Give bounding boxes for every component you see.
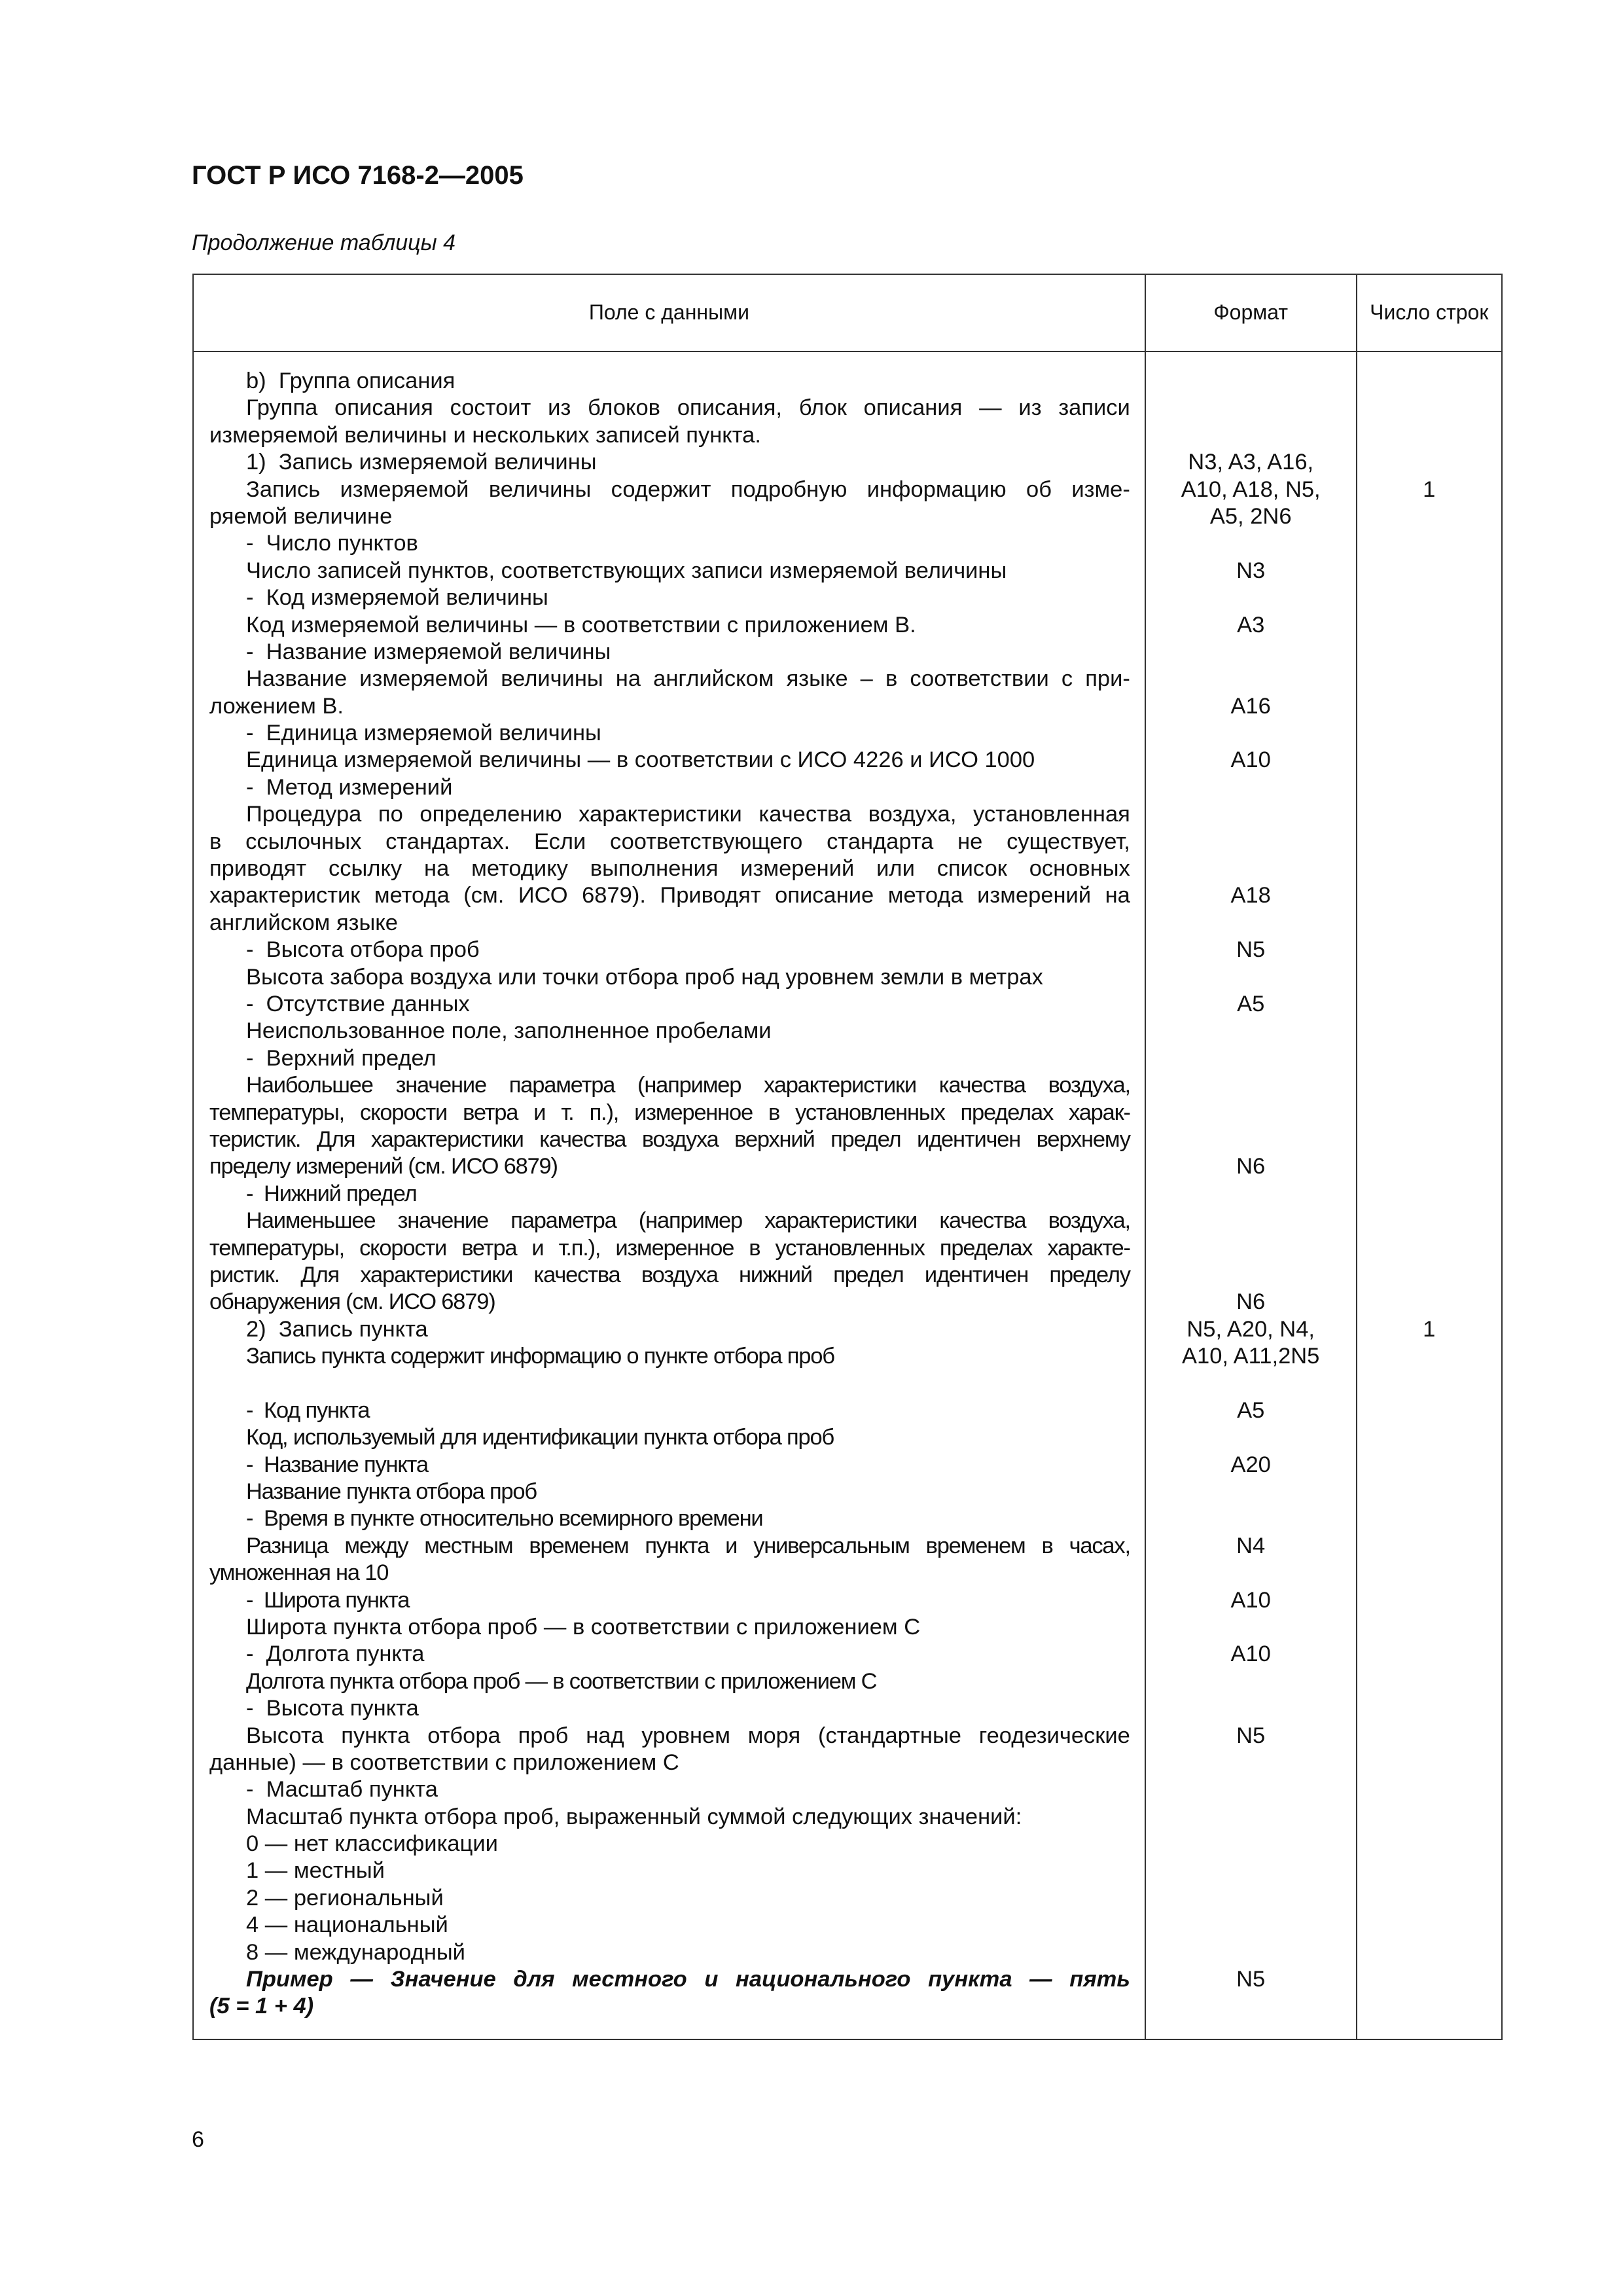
field-text-line: - Широта пункта bbox=[246, 1587, 410, 1613]
rows-value bbox=[1357, 910, 1501, 937]
field-text-line: Код измеряемой величины — в соответствии с приложением В. bbox=[246, 612, 916, 637]
format-value: A10, A11,2N5 bbox=[1182, 1344, 1320, 1369]
field-text-line: Процедура по определению характеристики качества воздуха, установленная bbox=[246, 802, 1130, 827]
field-text-line: - Код измеряемой величины bbox=[246, 585, 548, 611]
field-text-line: - Отсутствие данных bbox=[246, 991, 470, 1016]
rows-value bbox=[1357, 639, 1501, 666]
field-text-line: Неиспользованное поле, заполненное пробелами bbox=[246, 1018, 772, 1044]
rows-value bbox=[1357, 1993, 1501, 2020]
field-text-line: 4 — национальный bbox=[246, 1912, 448, 1938]
field-text-line: 2 — региональный bbox=[246, 1885, 444, 1910]
format-value bbox=[1146, 1126, 1356, 1153]
format-value bbox=[1146, 1424, 1356, 1451]
rows-value bbox=[1357, 774, 1501, 801]
rows-value bbox=[1357, 368, 1501, 395]
rows-value bbox=[1357, 693, 1501, 720]
rows-value bbox=[1357, 1479, 1501, 1505]
format-value: A5 bbox=[1237, 1397, 1265, 1423]
format-cell bbox=[1145, 351, 1357, 2039]
field-text-line: Код, используемый для идентификации пункта отбора проб bbox=[246, 1425, 834, 1450]
field-text-line: Число записей пунктов, соответствующих записи измеряемой величины bbox=[246, 558, 1007, 583]
format-value: A20 bbox=[1230, 1452, 1271, 1477]
field-text-line: - Название пункта bbox=[246, 1452, 428, 1477]
rows-value bbox=[1357, 1966, 1501, 1993]
rows-value bbox=[1357, 584, 1501, 611]
format-value bbox=[1146, 720, 1356, 747]
field-text-line: - Высота пункта bbox=[246, 1696, 419, 1721]
format-value: A5 bbox=[1237, 991, 1265, 1016]
rows-value bbox=[1357, 1424, 1501, 1451]
rows-value bbox=[1357, 449, 1501, 476]
field-text-line: температуры, скорости ветра и т.п.), измеренное в установленных пределах характе- bbox=[209, 1235, 1130, 1261]
rows-value bbox=[1357, 801, 1501, 828]
format-value: A10 bbox=[1230, 747, 1271, 773]
field-text-line: Высота пункта отбора проб над уровнем моря (стандартные геодезические bbox=[246, 1723, 1130, 1748]
format-value bbox=[1146, 1262, 1356, 1289]
rows-value bbox=[1357, 1100, 1501, 1126]
format-value bbox=[1146, 1479, 1356, 1505]
field-text-line: (5 = 1 + 4) bbox=[209, 1994, 314, 2019]
rows-value: 1 bbox=[1423, 476, 1436, 502]
field-text-line: измеряемой величины и нескольких записей пункта. bbox=[209, 422, 761, 448]
format-value bbox=[1146, 1208, 1356, 1234]
field-text-line: - Название измеряемой величины bbox=[246, 639, 611, 664]
rows-value bbox=[1357, 1262, 1501, 1289]
field-text-line: 1) Запись измеряемой величины bbox=[246, 450, 597, 475]
field-text-line: 0 — нет классификации bbox=[246, 1831, 498, 1857]
rows-value bbox=[1357, 1397, 1501, 1424]
field-text-line: 2) Запись пункта bbox=[246, 1316, 428, 1342]
rows-value bbox=[1357, 612, 1501, 639]
field-text-line: - Высота отбора проб bbox=[246, 937, 480, 963]
rows-value bbox=[1357, 1723, 1501, 1749]
format-value: A10 bbox=[1230, 1641, 1271, 1667]
format-value bbox=[1146, 1749, 1356, 1776]
format-value: N5 bbox=[1236, 1967, 1266, 1992]
rows-value bbox=[1357, 1885, 1501, 1912]
format-value bbox=[1146, 639, 1356, 666]
rows-value bbox=[1357, 1153, 1501, 1180]
rows-value bbox=[1357, 1614, 1501, 1641]
format-value bbox=[1146, 1560, 1356, 1587]
format-value bbox=[1146, 1018, 1356, 1045]
field-text-line: в ссылочных стандартах. Если соответствующего стандарта не существует, bbox=[209, 829, 1130, 854]
rows-value bbox=[1357, 1695, 1501, 1722]
format-value bbox=[1146, 1831, 1356, 1857]
field-text-line: температуры, скорости ветра и т. п.), измеренное в установленных пределах харак- bbox=[209, 1100, 1130, 1125]
field-text-line: - Код пункта bbox=[246, 1397, 370, 1423]
format-value bbox=[1146, 801, 1356, 828]
rows-value bbox=[1357, 1749, 1501, 1776]
field-text-line: теристик. Для характеристики качества воздуха верхний предел идентичен верхнему bbox=[209, 1126, 1130, 1152]
format-value: N3, A3, A16, bbox=[1188, 450, 1314, 475]
field-text-line: Запись пункта содержит информацию о пункте отбора проб bbox=[246, 1344, 834, 1369]
field-text-line: - Время в пункте относительно всемирного времени bbox=[246, 1506, 763, 1532]
field-text-line: умноженная на 10 bbox=[209, 1560, 389, 1586]
format-value bbox=[1146, 584, 1356, 611]
column-header-format: Формат bbox=[1145, 274, 1357, 351]
format-value bbox=[1146, 1857, 1356, 1884]
field-text-line: ряемой величине bbox=[209, 503, 393, 529]
field-text-line: - Нижний предел bbox=[246, 1181, 417, 1206]
format-value bbox=[1146, 1370, 1356, 1397]
rows-value bbox=[1357, 1776, 1501, 1803]
rows-value bbox=[1357, 1505, 1501, 1532]
field-text-line: ристик. Для характеристики качества воздуха нижний предел идентичен пределу bbox=[209, 1262, 1130, 1287]
field-text-line: b) Группа описания bbox=[246, 368, 455, 393]
rows-value bbox=[1357, 1343, 1501, 1370]
format-value bbox=[1146, 1939, 1356, 1966]
rows-value bbox=[1357, 395, 1501, 422]
field-text-line: 8 — международный bbox=[246, 1939, 465, 1965]
format-value: N6 bbox=[1236, 1154, 1266, 1179]
column-header-rows: Число строк bbox=[1357, 274, 1502, 351]
rows-value bbox=[1357, 829, 1501, 855]
rows-value bbox=[1357, 1857, 1501, 1884]
field-description-cell bbox=[193, 351, 1145, 2039]
rows-value bbox=[1357, 1587, 1501, 1614]
field-text-line: ложением В. bbox=[209, 693, 344, 719]
rows-value bbox=[1357, 1668, 1501, 1695]
format-value bbox=[1146, 964, 1356, 991]
table-header-row bbox=[193, 274, 1502, 351]
field-text-line: Единица измеряемой величины — в соответствии с ИСО 4226 и ИСО 1000 bbox=[246, 747, 1035, 773]
rows-value bbox=[1357, 1126, 1501, 1153]
format-value bbox=[1146, 1505, 1356, 1532]
rows-value bbox=[1357, 1452, 1501, 1479]
field-text-line: Масштаб пункта отбора проб, выраженный суммой следующих значений: bbox=[246, 1804, 1022, 1829]
format-value bbox=[1146, 1776, 1356, 1803]
field-text-line: Широта пункта отбора проб — в соответствии с приложением С bbox=[246, 1614, 921, 1640]
field-text-line: пределу измерений (см. ИСО 6879) bbox=[209, 1154, 558, 1179]
field-text-line: Название измеряемой величины на английском языке – в соответствии с при- bbox=[246, 666, 1130, 692]
format-value: A18 bbox=[1230, 883, 1271, 908]
rows-value bbox=[1357, 1018, 1501, 1045]
rows-value bbox=[1357, 720, 1501, 747]
format-value bbox=[1146, 1614, 1356, 1641]
rows-value bbox=[1357, 1533, 1501, 1560]
field-text-line: - Масштаб пункта bbox=[246, 1777, 438, 1803]
field-text-line: - Верхний предел bbox=[246, 1045, 437, 1071]
rows-value bbox=[1357, 1831, 1501, 1857]
rows-value bbox=[1357, 855, 1501, 882]
column-header-field: Поле с данными bbox=[193, 274, 1145, 351]
format-value: N5 bbox=[1236, 1723, 1266, 1748]
rows-count-cell bbox=[1357, 351, 1502, 2039]
format-value bbox=[1146, 530, 1356, 557]
field-text-line bbox=[209, 1370, 1130, 1397]
rows-value bbox=[1357, 882, 1501, 909]
rows-value bbox=[1357, 964, 1501, 991]
format-value: N5 bbox=[1236, 937, 1266, 963]
rows-value bbox=[1357, 1289, 1501, 1316]
format-value: A3 bbox=[1237, 612, 1265, 637]
format-value: A16 bbox=[1230, 693, 1271, 719]
document-header: ГОСТ Р ИСО 7168-2—2005 bbox=[192, 161, 524, 190]
field-text-line: приводят ссылку на методику выполнения измерений или список основных bbox=[209, 856, 1130, 882]
rows-value bbox=[1357, 747, 1501, 774]
format-value bbox=[1146, 910, 1356, 937]
field-text-line: - Единица измеряемой величины bbox=[246, 721, 601, 746]
format-value bbox=[1146, 1072, 1356, 1099]
format-value bbox=[1146, 855, 1356, 882]
rows-value bbox=[1357, 558, 1501, 584]
rows-value: 1 bbox=[1423, 1316, 1436, 1342]
rows-value bbox=[1357, 666, 1501, 692]
format-value bbox=[1146, 422, 1356, 449]
field-text-line: Наибольшее значение параметра (например характеристики качества воздуха, bbox=[246, 1073, 1130, 1098]
format-value bbox=[1146, 1181, 1356, 1208]
rows-value bbox=[1357, 991, 1501, 1018]
rows-value bbox=[1357, 937, 1501, 963]
field-text-line: Разница между местным временем пункта и универсальным временем в часах, bbox=[246, 1533, 1130, 1558]
rows-value bbox=[1357, 1045, 1501, 1072]
field-text-line: - Метод измерений bbox=[246, 774, 453, 800]
rows-value bbox=[1357, 530, 1501, 557]
format-value bbox=[1146, 1235, 1356, 1262]
field-text-line: Запись измеряемой величины содержит подробную информацию об изме- bbox=[246, 476, 1130, 502]
format-value: A10 bbox=[1230, 1587, 1271, 1613]
rows-value bbox=[1357, 1939, 1501, 1966]
field-text-line: Наименьшее значение параметра (например характеристики качества воздуха, bbox=[246, 1208, 1130, 1234]
format-value bbox=[1146, 395, 1356, 422]
rows-value bbox=[1357, 1072, 1501, 1099]
format-value bbox=[1146, 1045, 1356, 1072]
rows-value bbox=[1357, 503, 1501, 530]
table-row bbox=[193, 351, 1502, 2039]
rows-value bbox=[1357, 1235, 1501, 1262]
field-text-line: - Число пунктов bbox=[246, 531, 418, 556]
format-value bbox=[1146, 829, 1356, 855]
table-caption: Продолжение таблицы 4 bbox=[192, 230, 455, 255]
field-text-line: - Долгота пункта bbox=[246, 1641, 425, 1667]
rows-value bbox=[1357, 1181, 1501, 1208]
data-table bbox=[192, 274, 1503, 2040]
format-value bbox=[1146, 368, 1356, 395]
format-value: N5, A20, N4, bbox=[1186, 1316, 1315, 1342]
format-value bbox=[1146, 774, 1356, 801]
rows-value bbox=[1357, 422, 1501, 449]
field-text-line: обнаружения (см. ИСО 6879) bbox=[209, 1289, 495, 1315]
field-text-line: Группа описания состоит из блоков описания, блок описания — из записи bbox=[246, 395, 1130, 421]
field-text-line: Пример — Значение для местного и национального пункта — пять bbox=[246, 1967, 1130, 1992]
field-text-line: Высота забора воздуха или точки отбора проб над уровнем земли в метрах bbox=[246, 964, 1043, 990]
rows-value bbox=[1357, 1208, 1501, 1234]
format-value bbox=[1146, 1804, 1356, 1831]
format-value bbox=[1146, 666, 1356, 692]
field-text-line: Название пункта отбора проб bbox=[246, 1479, 537, 1505]
format-value bbox=[1146, 1668, 1356, 1695]
rows-value bbox=[1357, 1912, 1501, 1939]
format-value: N6 bbox=[1236, 1289, 1266, 1315]
page-number: 6 bbox=[192, 2127, 204, 2152]
field-text-line: 1 — местный bbox=[246, 1858, 385, 1884]
format-value bbox=[1146, 1695, 1356, 1722]
field-text-line: Долгота пункта отбора проб — в соответствии с приложением С bbox=[246, 1668, 877, 1694]
format-value: N3 bbox=[1236, 558, 1266, 583]
rows-value bbox=[1357, 1804, 1501, 1831]
rows-value bbox=[1357, 1641, 1501, 1668]
format-value bbox=[1146, 1993, 1356, 2020]
format-value bbox=[1146, 1885, 1356, 1912]
field-text-line: английском языке bbox=[209, 910, 398, 935]
format-value bbox=[1146, 1100, 1356, 1126]
rows-value bbox=[1357, 1370, 1501, 1397]
field-text-line: данные) — в соответствии с приложением С bbox=[209, 1749, 679, 1775]
format-value bbox=[1146, 1912, 1356, 1939]
rows-value bbox=[1357, 1560, 1501, 1587]
format-value: A10, A18, N5, bbox=[1181, 476, 1321, 502]
format-value: N4 bbox=[1236, 1533, 1266, 1558]
format-value: A5, 2N6 bbox=[1209, 503, 1292, 529]
field-text-line: характеристик метода (см. ИСО 6879). Приводят описание метода измерений на bbox=[209, 883, 1130, 908]
